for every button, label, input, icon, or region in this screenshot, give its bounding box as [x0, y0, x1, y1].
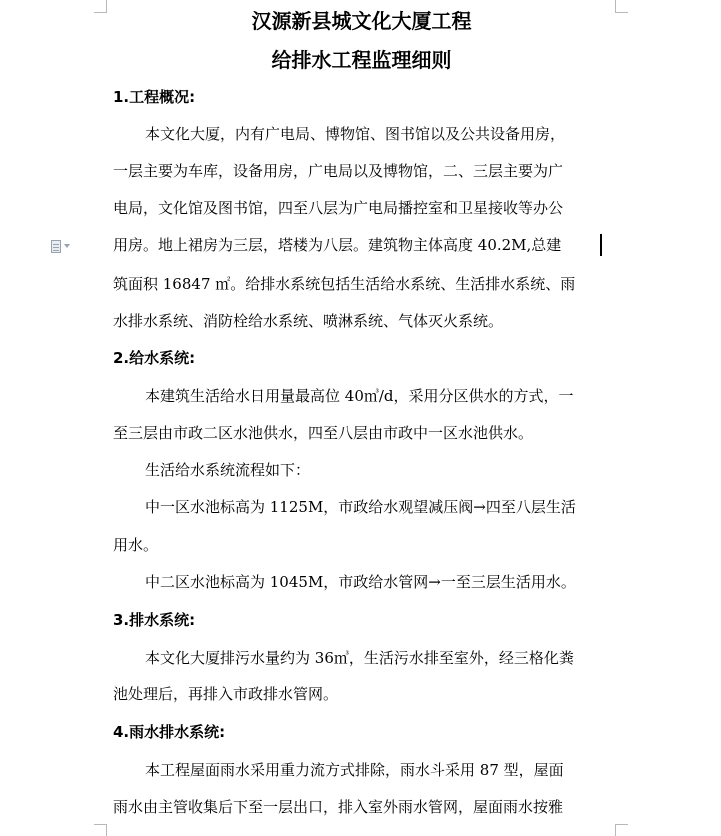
section-heading-overview: 1.工程概况:	[113, 88, 196, 106]
page-corner-mark-top-left	[94, 0, 107, 13]
document-title: 汉源新县城文化大厦工程	[251, 9, 472, 33]
chevron-down-icon	[64, 244, 70, 248]
page-corner-mark-top-right	[615, 0, 628, 13]
body-line: 池处理后，再排入市政排水管网。	[113, 685, 339, 703]
body-line: 用水。	[113, 536, 159, 554]
paragraph-options-icon[interactable]	[51, 239, 81, 253]
page-corner-mark-bottom-left	[94, 824, 107, 836]
page-corner-mark-bottom-right	[615, 824, 628, 836]
body-line: 本文化大厦排污水量约为 36㎥，生活污水排至室外，经三格化粪	[145, 649, 574, 667]
body-line: 至三层由市政二区水池供水，四至八层由市政中一区水池供水。	[113, 424, 534, 442]
document-subtitle: 给排水工程监理细则	[271, 48, 452, 72]
body-line: 用房。地上裙房为三层，塔楼为八层。建筑物主体高度 40.2M,总建	[113, 236, 562, 254]
body-line: 雨水由主管收集后下至一层出口，排入室外雨水管网，屋面雨水按雅	[113, 798, 564, 816]
section-heading-water-supply: 2.给水系统:	[113, 349, 196, 367]
body-line: 一层主要为车库，设备用房，广电局以及博物馆，二、三层主要为广	[113, 162, 564, 180]
document-icon	[51, 240, 61, 253]
body-line: 中二区水池标高为 1045M，市政给水管网→一至三层生活用水。	[145, 573, 576, 591]
body-line: 生活给水系统流程如下：	[145, 461, 311, 479]
body-line: 筑面积 16847 ㎡。给排水系统包括生活给水系统、生活排水系统、雨	[113, 275, 576, 293]
body-line: 电局，文化馆及图书馆，四至八层为广电局播控室和卫星接收等办公	[113, 199, 564, 217]
body-line: 本文化大厦，内有广电局、博物馆、图书馆以及公共设备用房，	[145, 125, 566, 143]
body-line: 中一区水池标高为 1125M，市政给水观望减压阀→四至八层生活	[145, 498, 576, 516]
body-line: 本工程屋面雨水采用重力流方式排除，雨水斗采用 87 型，屋面	[145, 761, 564, 779]
section-heading-drainage: 3.排水系统:	[113, 611, 196, 629]
section-heading-rainwater: 4.雨水排水系统:	[113, 723, 226, 741]
body-line: 水排水系统、消防栓给水系统、喷淋系统、气体灭火系统。	[113, 312, 504, 330]
body-line: 本建筑生活给水日用量最高位 40㎥/d，采用分区供水的方式，一	[145, 387, 574, 405]
text-cursor	[600, 234, 602, 256]
